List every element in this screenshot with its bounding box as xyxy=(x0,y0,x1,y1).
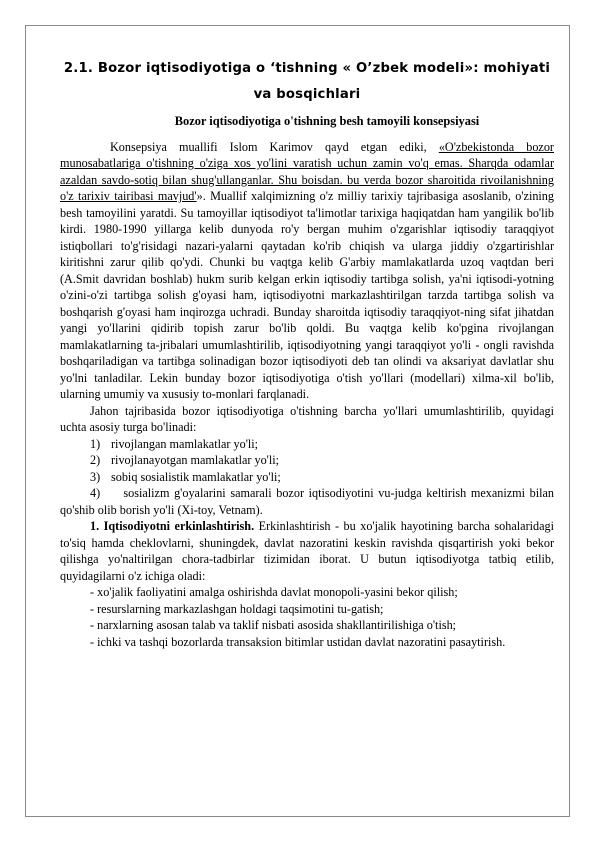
dash-item: - narxlarning asosan talab va taklif nisbati asosida shakllantirilishiga o'tish; xyxy=(90,618,457,632)
section-heading: 2.1. Bozor iqtisodiyotiga o ‘tishning « O’zbek modeli»: mohiyati va bosqichlari xyxy=(63,61,551,102)
list-item xyxy=(60,469,554,486)
document-body xyxy=(60,56,554,650)
paragraph-lead: Konsepsiya muallifi Islom Karimov qayd etgan ediki, xyxy=(110,139,439,154)
dash-item: - xo'jalik faoliyatini amalga oshirishda davlat monopoli-yasini bekor qilish; xyxy=(90,585,458,599)
list-text: rivojlanayotgan mamlakatlar yo'li; xyxy=(111,453,280,467)
dash-item: - ichki va tashqi bozorlarda transaksion bitimlar ustidan davlat nazoratini pasaytirish. xyxy=(90,634,506,649)
subheading: Bozor iqtisodiyotiga o'tishning besh tamoyili konsepsiyasi xyxy=(174,114,480,128)
paragraph-konsepsiya xyxy=(60,139,554,403)
paragraph-text: Erkinlashtirish - bu xo'jalik hayotining barcha sohalaridagi to'siq hamda cheklovlarni, shuningdek, davlat nazoratini keskin ravishda qisqartirish yoki bekor qilishga yo'naltirilgan chora-tadbirlar tizimidan iborat. U butun iqtisodiyotga tatbiq etilib, quyidagilarni o'z ichiga oladi: xyxy=(60,519,554,583)
list-item xyxy=(60,452,554,469)
underlined-quote: «O'zbekistonda bozor munosabatlariga o'tishning o'ziga xos yo'lini varatish uchun zamin vo'q emas. Sharqda odamlar azaldan savdo-sotiq bilan shug'ullanganlar. Shu boisdan. bu verda bozor sharoitida rivoilanishning o'z tarixiv tairibasi mavjud' xyxy=(60,139,554,203)
dash-item: - resurslarning markazlashgan holdagi taqsimotini tu-gatish; xyxy=(90,601,384,616)
paragraph-jahon: Jahon tajribasida bozor iqtisodiyotiga o'tishning barcha yo'llari umumlashtirilib, quyidagi uchta asosiy turga bo'linadi: xyxy=(60,403,554,434)
list-number: 1) xyxy=(90,436,101,451)
list-text: rivojlangan mamlakatlar yo'li; xyxy=(111,436,259,451)
list-text: sosializm g'oyalarini samarali bozor iqtisodiyotini vu-judga keltirish mexanizmi bilan qo'shib olib borish yo'li (Xi-toy, Vetnam). xyxy=(60,486,555,517)
list-number: 4) xyxy=(90,486,101,500)
list-text: sobiq sosialistik mamlakatlar yo'li; xyxy=(111,469,281,484)
list-item-4 xyxy=(60,485,554,518)
paragraph-rest: ». Muallif xalqimizning o'z milliy tarixiy tajribasiga asoslanib, o'zining besh tamoyilini yaratdi. Su tamoyillar iqtisodiyot ta'limotlar tarixiga haqiqatdan ham yangilik bo'lib kirdi. 1980-1990 yillarga kelib dunyoda ro'y bergan muhim o'zgarishlar iqtisodiy taraqqiyot istiqbollari to'g'risidagi nazari-yalarni qaytadan ko'rib chiqish va ularga jiddiy o'zgartirishlar kiritishni zarur qilib qo'ydi. Chunki bu vaqtga kelib G'arbiy mamlakatlarda uzoq vaqtdan beri (A.Smit davridan boshlab) hukm surib kelgan erkin iqtisodiy tartibga solish, ya'ni iqtisodi-yotning o'zini-o'zi tartibga solish g'oyasi ham, iqtisodiyotni markazlashtirilgan tarzda tartibga solish va boshqarish g'oyasi ham inqirozga uchradi. Bunday sharoitda iqtisodiy taraqqiyot-ning sifat jihatdan yangi yo'llarini qidirib topish zarur bo'lib qoldi. Bu vaqtga kelib ko'pgina rivojlangan mamlakatlarning ta-jribalari umumlashtirilib, iqtisodiyotning yangi taraqqiyot yo'li - ongli ravishda boshqariladigan va tartibga solinadigan bozor iqtisodiyoti deb tan olindi va aksariyat davlatlar shu yo'lni tanladilar. Lekin bunday bozor iqtisodiyotiga o'tish yo'llari (modellari) xilma-xil bo'lib, ularning umumiy va xususiy to-monlari farqlanadi. xyxy=(60,189,554,401)
bold-lead: 1. Iqtisodiyotni erkinlashtirish. xyxy=(90,519,255,533)
list-item xyxy=(60,436,554,453)
list-number: 2) xyxy=(90,453,101,467)
list-number: 3) xyxy=(90,469,101,484)
paragraph-erkinlashtirish xyxy=(60,518,554,584)
